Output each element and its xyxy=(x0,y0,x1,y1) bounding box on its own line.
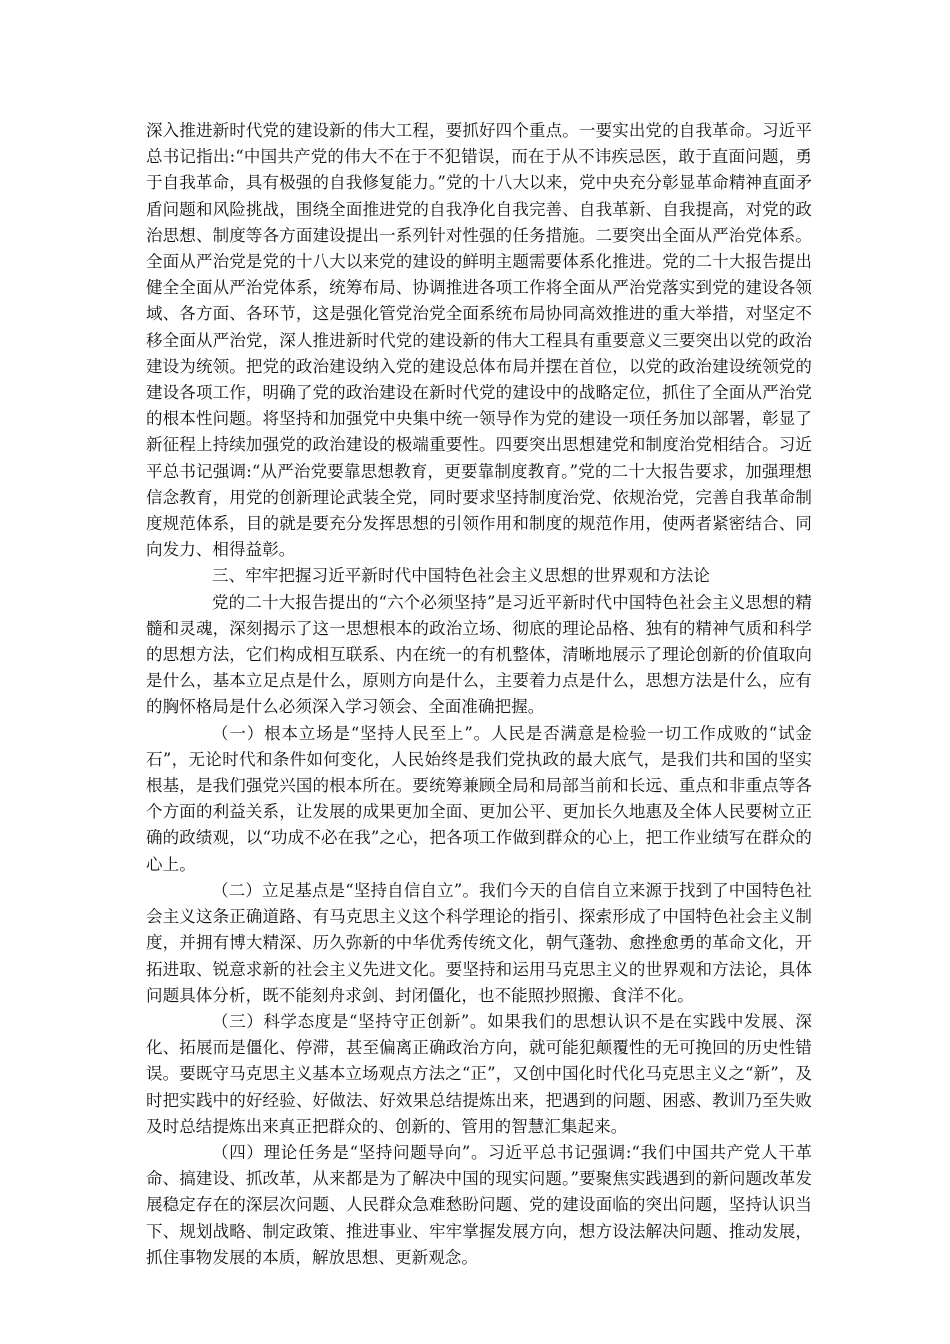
item-paragraph-2: （二）立足基点是“坚持自信自立”。我们今天的自信自立来源于找到了中国特色社会主义这条正确道路、有马克思主义这个科学理论的指引、探索形成了中国特色社会主义制度，并拥有博大精深、历久弥新的中华优秀传统文化，朝气蓬勃、愈挫愈勇的革命文化，开拓进取、锐意求新的社会主义先进文化。要坚持和运用马克思主义的世界观和方法论，具体问题具体分析，既不能刻舟求剑、封闭僵化，也不能照抄照搬、食洋不化。 xyxy=(146,880,812,1005)
body-paragraph-1: 深入推进新时代党的建设新的伟大工程，要抓好四个重点。一要实出党的自我革命。习近平总书记指出:“中国共产党的伟大不在于不犯错误，而在于从不讳疾忌医，敢于直面问题，勇于自我革命，具有极强的自我修复能力。”党的十八大以来，党中央充分彰显革命精神直面矛盾问题和风险挑战，围绕全面推进党的自我净化自我完善、自我革新、自我提高，对党的政治思想、制度等各方面建设提出一系列针对性强的任务措施。二要突出全面从严治党体系。全面从严治党是党的十八大以来党的建设的鲜明主题需要体系化推进。党的二十大报告提出健全全面从严治党体系，统筹布局、协调推进各项工作将全面从严治党落实到党的建设各领域、各方面、各环节，这是强化管党治党全面系统布局协同高效推进的重大举措，对坚定不移全面从严治党，深人推进新时代党的建设新的伟大工程具有重要意义三要突出以党的政治建设为统领。把党的政治建设纳入党的建设总体布局并摆在首位，以党的政治建设统领党的建设各项工作，明确了党的政治建设在新时代党的建设中的战略定位，抓住了全面从严治党的根本性问题。将坚持和加强党中央集中统一领导作为党的建设一项任务加以部署，彰显了新征程上持续加强党的政治建设的极端重要性。四要突出思想建党和制度治党相结合。习近平总书记强调:“从严治党要靠思想教育，更要靠制度教育。”党的二十大报告要求，加强理想信念教育，用党的创新理论武装全党，同时要求坚持制度治党、依规治党，完善自我革命制度规范体系，目的就是要充分发挥思想的引领作用和制度的规范作用，使两者紧密结合、同向发力、相得益彰。 xyxy=(146,121,812,560)
item-paragraph-3: （三）科学态度是“坚持守正创新”。如果我们的思想认识不是在实践中发展、深化、拓展而是僵化、停滞，甚至偏离正确政治方向，就可能犯颠覆性的无可挽回的历史性错误。要既守马克思主义基本立场观点方法之“正”，又创中国化时代化马克思主义之“新”，及时把实践中的好经验、好做法、好效果总结提炼出来，把遇到的问题、困惑、教训乃至失败及时总结提炼出来真正把群众的、创新的、管用的智慧汇集起来。 xyxy=(146,1011,812,1136)
intro-paragraph: 党的二十大报告提出的“六个必须坚持”是习近平新时代中国特色社会主义思想的精髓和灵魂，深刻揭示了这一思想根本的政治立场、彻底的理论品格、独有的精神气质和科学的思想方法，它们构成相互联系、内在统一的有机整体，清晰地展示了理论创新的价值取向是什么，基本立足点是什么，原则方向是什么，主要着力点是什么，思想方法是什么，应有的胸怀格局是什么必须深入学习领会、全面准确把握。 xyxy=(146,592,812,717)
item-paragraph-1: （一）根本立场是“坚持人民至上”。人民是否满意是检验一切工作成败的“试金石”，无论时代和条件如何变化，人民始终是我们党执政的最大底气，是我们共和国的坚实根基，是我们强党兴国的根本所在。要统筹兼顾全局和局部当前和长远、重点和非重点等各个方面的利益关系，让发展的成果更加全面、更加公平、更加长久地惠及全体人民要树立正确的政绩观，以“功成不必在我”之心，把各项工作做到群众的心上，把工作业绩写在群众的心上。 xyxy=(146,723,812,874)
section-heading: 三、牢牢把握习近平新时代中国特色社会主义思想的世界观和方法论 xyxy=(212,566,710,586)
document-page xyxy=(146,118,812,1271)
item-paragraph-4: （四）理论任务是“坚持问题导向”。习近平总书记强调:“我们中国共产党人干革命、搞建设、抓改革，从来都是为了解决中国的现实问题。”要聚焦实践遇到的新问题改革发展稳定存在的深层次问题、人民群众急难愁盼问题、党的建设面临的突出问题，坚持认识当下、规划战略、制定政策、推进事业、牢牢掌握发展方向，想方设法解决问题、推动发展，抓住事物发展的本质，解放思想、更新观念。 xyxy=(146,1142,812,1267)
